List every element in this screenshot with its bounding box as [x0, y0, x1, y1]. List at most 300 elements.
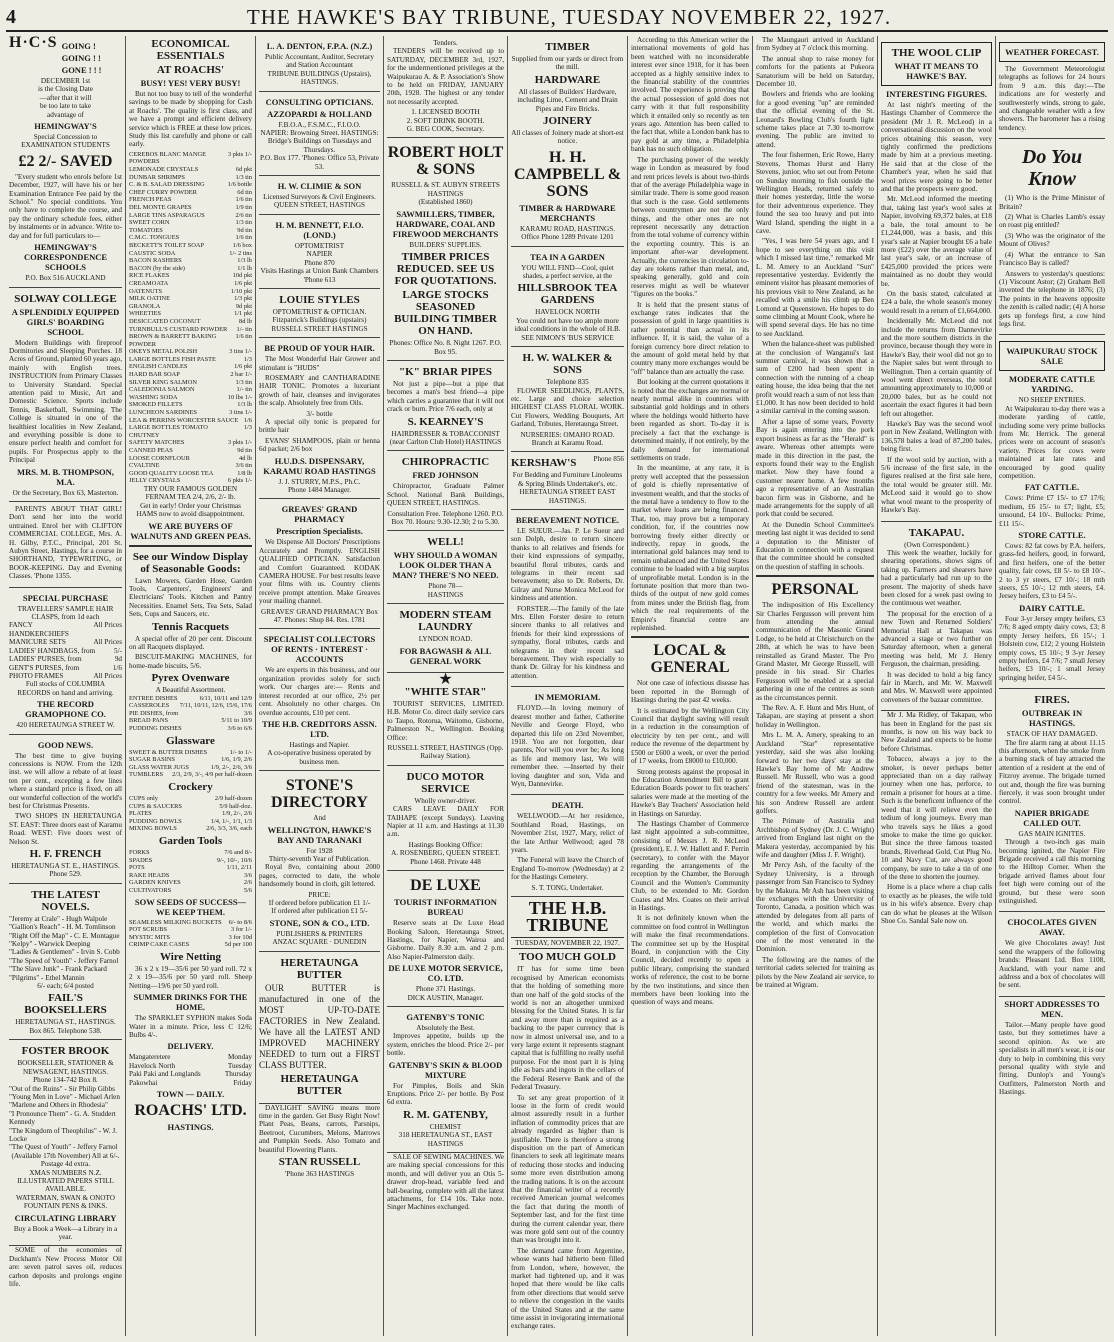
laundry-ad	[387, 604, 504, 672]
crockery-item-value: 5/9 half-doz.	[219, 802, 252, 810]
tea-sub: HAVELOCK NORTH	[535, 308, 600, 317]
takapau-sub: (Own Correspondent.)	[904, 540, 969, 549]
louie-ad	[259, 289, 380, 338]
crockery-item-value: 2/9 half-dozen	[214, 795, 252, 802]
greaves-sub: Prescription Specialists.	[276, 526, 363, 537]
novel-item: "The Speed of Youth" - Jeffery Farnol	[9, 956, 119, 965]
briar-name: S. KEARNEY'S	[407, 415, 484, 428]
takapau-title: TAKAPAU.	[908, 526, 965, 539]
grocery-item	[129, 326, 252, 334]
joinery-title: JOINERY	[542, 115, 593, 128]
parents-ad	[9, 502, 122, 588]
bennett-visits: Visits Hastings at Union Bank Chambers 'Phone 613	[260, 267, 379, 284]
bucket-item	[129, 934, 252, 942]
glass-item-label: TUMBLERS	[129, 771, 164, 779]
tenders-body: TENDERS will be received up to SATURDAY, DECEMBER 3rd, 1927, for the undermentioned privileges at the Waipukurau A. & P. Association's Show to be held on FRIDAY, JANUARY 20th, 1928. The highest or any tender not necessarily accepted.	[387, 47, 504, 106]
delivery-item-value: Monday	[228, 1053, 252, 1062]
grocery-item	[129, 272, 252, 280]
editorial-paragraph: The demand came from Argentine, whose wants had hitherto been filled from London, where, however, the market had tightened up, and it was hoped that there would be like calls from other directions that would serve to relieve the congestion in the vaults of the United States and at the same time assist in invigorating international exchange rates.	[511, 1246, 624, 1331]
jones-body	[881, 711, 992, 925]
gn-body: The best time to give buying concessions is NOW. From the 12th inst. we will allow a rebate of at least ten per cent., excepting a few lines where a standard price is fixed, on all our wonderful collection of the world's best for Christmas Presents.	[9, 751, 122, 810]
kershaw-ad	[511, 452, 624, 510]
fb-book-item: "Marlene and Others in Rhodesia"	[9, 1101, 108, 1110]
deluxe-name: DE LUXE MOTOR SERVICE, CO. LTD.	[388, 963, 503, 984]
roachs-wire-body: 36 x 2 x 19—35/6 per 50 yard roll. 72 x 2 x 19—35/6 per 50 yard roll. Sheep Netting—19/6 per 50 yard roll.	[129, 964, 252, 990]
grocery-item	[129, 174, 252, 182]
pyrex-item-label: CASSEROLES	[129, 702, 170, 710]
glass-item-value: 1/9, 2/-, 2/6, 3/6	[210, 763, 252, 771]
jones-paragraph: Mr J. Ma Ridley, of Takapau, who has been in England for the past six months, is now on his way back to New Zealand and expects to be home before Christmas.	[881, 711, 992, 753]
campbell-sub: TIMBER & HARDWARE MERCHANTS	[519, 202, 616, 223]
short-body: Tailor.—Many people have good taste, but they sometimes have a second opinion. As we are specialists in all men's wear, it is our duty to help in combining this very personal quality with style and fitting. Dunlop's and Young's Outfitters, Palmerston North and Hastings.	[999, 1020, 1105, 1097]
walker-nurs: NURSERIES: OMAHO ROAD. Branch at Karamu Road.	[520, 430, 615, 447]
sp-item	[9, 664, 122, 672]
grocery-item-value: 1/9 tin	[235, 204, 252, 211]
louie-name: LOUIE STYLES	[279, 293, 360, 306]
roachs-town: HASTINGS.	[167, 1121, 214, 1132]
grocery-item	[129, 363, 252, 371]
editorial-paragraph: To set any great proportion of it loose in the form of credit would almost assuredly result in a further inflation of commodity prices that are already regarded as higher than is justifiable. There is therefore a strong disposition on the part of American financiers to seek all legitimate means of reducing those stocks and inducing some more even distribution among the trading nations. It is on the account that the financial writer of a recently received American journal welcomes the fact that during the month of September last, and for the first time during the current calendar year, there was more gold sent out of the country than was brought into it.	[511, 1093, 624, 1245]
garden-item-label: SPADES	[129, 856, 153, 864]
good-news-ad	[9, 735, 122, 884]
fb-book-item: "The Quest of Youth" - Jeffery Farnol	[9, 1143, 118, 1152]
bucket-item-label: SEAMLESS MILKING BUCKETS	[129, 918, 222, 926]
wai-stock-section	[999, 335, 1105, 689]
climie-name: H. W. CLIMIE & SON	[277, 181, 362, 192]
dyk-question: (1) Who is the Prime Minister of Britain?	[999, 194, 1105, 211]
grocery-item-value: 1/3 pkt	[234, 295, 252, 303]
grocery-item-value: 1/- tin	[236, 386, 252, 394]
grocery-item-label: BECKETT'S TOILET SOAP	[129, 241, 205, 249]
deluxe-ad	[387, 871, 504, 1007]
takapau-paragraph: It was decided to hold a big fancy fair in March, and Mr. W. Maxwell and Mrs. W. Maxwell were appointed conveners of the bazaar committee.	[881, 670, 992, 704]
coll-foot: A co-operative business operated by business men.	[267, 749, 372, 766]
timber-title: TIMBER	[545, 41, 590, 53]
hem-line: advantage of	[47, 110, 84, 119]
death-funeral: The Funeral will leave the Church of England To-morrow (Wednesday) at 2 for the Hastings Cemetery.	[511, 856, 624, 882]
takapau-paragraph: This week the weather, luckily for shearing operations, shows signs of taking up. Farmers and shearers have had a particularly bad run up to the present. The majority of sheds have been closed for a week past owing to the continuous wet weather.	[881, 548, 992, 608]
sp-item	[9, 647, 122, 655]
novel-item: "Right Off the Map" - C. E. Montague	[9, 931, 120, 940]
grocery-item	[129, 280, 252, 288]
death-notice	[511, 795, 624, 897]
grocery-item-label: DEL MONTE GRAPES	[129, 204, 192, 211]
grocery-item-label: LARGE BOTTLES FISH PASTE	[129, 355, 216, 363]
grocery-item	[129, 447, 252, 455]
coll-addr: Hastings and Napier.	[289, 740, 350, 749]
well-phone: Phone 78—	[428, 582, 463, 591]
editorial-title: TOO MUCH GOLD	[519, 951, 616, 964]
gatenby-ad	[387, 1007, 504, 1153]
garden-item-label: POTS	[129, 864, 145, 872]
grocery-item	[129, 265, 252, 273]
pyrex-item	[129, 717, 252, 725]
huds-shampoo: EVANS' SHAMPOOS, plain or henna 6d packet; 2/6 box	[259, 436, 380, 454]
grocery-item-value: 1/3	[243, 355, 252, 363]
tenders-name: G. BEG COOK, Secretary.	[406, 125, 485, 134]
huds-phone: Phone 1484 Manager.	[288, 486, 351, 494]
briar-title: "K" BRIAR PIPES	[399, 365, 492, 378]
stones-ad	[259, 771, 380, 951]
grocery-item-value: 1/6 bottle	[227, 181, 252, 189]
wool-paragraph: If the wool sold by auction, with a 5/6 increase of the first sale, in the figures realised at the first sale here, the total would be greater still. Mr. McLeod said it would go to show what wool meant to the prosperity of Hawke's Bay.	[881, 455, 992, 515]
sp-item	[9, 638, 122, 646]
duco-ad	[387, 766, 504, 871]
bucket-item	[129, 941, 252, 949]
delivery-item-label: Mangateretere	[129, 1053, 171, 1062]
garden-item	[129, 857, 252, 865]
local-paragraph: When the balance-sheet was published at the conclusion of Wanganui's last summer carnival, it was shown that a sum of £200 had been spent in connection with the running of a cheap eating house, the idea being that the net profit would reach a sum of not less than £1,000. It has now been decided to hold a similar carnival in the coming season.	[756, 340, 874, 416]
garden-item-value: 1/11, 2/11	[226, 864, 252, 872]
stones-price2: If ordered after publication £1 5/-	[271, 907, 368, 916]
grocery-item	[129, 470, 252, 478]
personal-paragraph: Mrs L. M. A. Amery, speaking to an Auckland "Star" representative yesterday, said she was also looking forward to her two days' stay at the Hawke's Bay home of Mr Andrew Russell. Mr Russell, who was a good friend of the statesman, was in the country for a few weeks. Mr Amery and his son Andrew Russell are ardent golfers.	[756, 731, 874, 815]
greaves-body: We Dispense All Doctors' Prescriptions Accurately and Promptly. ENGLISH QUALIFIED OPTICIAN. Satisfaction and Comfort Guaranteed. KODAK CAMERA HOUSE. For best results leave your films with us. Country clients receive prompt attention. Make Greaves your mailing channel.	[259, 538, 380, 606]
roachs-agents: WE ARE BUYERS OF WALNUTS AND GREEN PEAS.	[130, 520, 251, 541]
grocery-item	[129, 234, 252, 242]
sp-item-label: FANCY HANDKERCHIEFS	[9, 621, 69, 638]
gn-shops: TWO SHOPS IN HERETAUNGA ST. EAST: Three doors east of Karamu Road. WEST: Five doors west of Nelson St.	[9, 812, 122, 846]
grocery-item	[129, 288, 252, 296]
hem-address: P.O. Box 516 AUCKLAND	[25, 274, 106, 283]
bucket-item-value: 3 for 10d	[228, 933, 252, 941]
timber-body: Supplied from our yards or direct from the mill.	[511, 55, 624, 72]
holt-est: (Established 1860)	[418, 198, 473, 207]
going-2: GOING ! !	[61, 53, 101, 63]
briar-body: Not just a pipe—but a pipe that becomes a man's best friend—a pipe which carries a guarantee that it will not crack or burn. Price 7/6 each, only at	[387, 379, 504, 414]
garden-item-value: 3/6	[243, 871, 252, 879]
hem-heading: HEMINGWAY'S	[34, 121, 97, 132]
fb-phone: Phone 134-742 Box 8.	[33, 1076, 98, 1085]
deluxe-phone: Phone 371 Hastings.	[415, 985, 476, 994]
grocery-item-label: BACON RASHERS	[129, 257, 182, 265]
gn-address: HERETAUNGA ST. E., HASTINGS. Phone 529.	[11, 862, 120, 879]
personal-paragraph: The Primate of Australia and Archbishop of Sydney (Dr. J. C. Wright) arrived from England last night on the Makura yesterday, accompanied by his wife and daughter (Miss J. F. Wright).	[756, 817, 874, 859]
glass-item-value: 2/3, 2/9, 3/-, 4/9 per half-dozen	[172, 771, 252, 779]
daylight-body: DAYLIGHT SAVING means more time in the garden. Get Busy Right Now! Plant Peas, Beans, carrots, Parsnips, Beetroot, Cucumbers, Melons, Marrows and Pumpkin Seeds. Also Tomato and beautiful Flowering Plants.	[259, 1103, 380, 1154]
death-body: WELLWOOD.—At her residence, Southland Road, Hastings, on November 21st, 1927, Mary, relict of the late Arthur Wellwood; aged 78 years.	[511, 812, 624, 854]
crockery-item	[129, 818, 252, 826]
crockery-item-label: MIXING BOWLS	[129, 825, 177, 833]
campbell-name: H. H. CAMPBELL & SONS	[513, 148, 622, 200]
grocery-item-label: WHEETIES	[129, 310, 161, 318]
ln-price: 6/- each; 6/4 posted	[37, 982, 94, 991]
opt-names: AZZOPARDI & HOLLAND	[267, 108, 372, 119]
garden-item-value: 7/6 and 8/-	[224, 848, 252, 856]
crockery-item	[129, 795, 252, 803]
local-paragraph: It is estimated by the Wellington City Council that daylight saving will result in a reduction in the consumption of electricity by ten per cent., and will reduce the revenue of the department by £500 or £600 a week, or over the period of 17 weeks, from £8000 to £10,000.	[631, 706, 749, 766]
grocery-item-value: 1/3 tin	[235, 219, 252, 227]
denton-name: L. A. DENTON, F.P.A. (N.Z.)	[266, 41, 373, 51]
grocery-item-label: SWEET CORN	[129, 219, 170, 227]
fb-book-item: "The Kingdom of Theophilus" - W. J. Locke	[9, 1126, 117, 1143]
roachs-biscuit: BISCUIT-MAKING MACHINES, for home-made biscuits, 5/6.	[129, 653, 252, 670]
grocery-item-label: TURNBULL'S CUSTARD POWDER	[129, 325, 228, 333]
sp-item-label: GENT'S PURSES, from	[9, 663, 80, 672]
delivery-item-label: Pakowhai	[129, 1078, 158, 1087]
column-5	[508, 36, 628, 1336]
fb-library: CIRCULATING LIBRARY	[14, 1212, 117, 1223]
hem-line: —after that it will	[39, 93, 92, 102]
glass-items	[129, 749, 252, 779]
glass-item	[129, 749, 252, 757]
sp-item-value: 5/-	[114, 646, 122, 655]
tribune-date: TUESDAY, NOVEMBER 22, 1927.	[511, 937, 624, 949]
roachs-town-daily: TOWN — DAILY.	[156, 1088, 225, 1099]
stan-russell-ad	[259, 1104, 380, 1179]
holt-large: LARGE STOCKS SEASONED BUILDING TIMBER ON HAND.	[394, 289, 497, 338]
hcs-logo-icon: H·C·S	[9, 36, 58, 51]
greaves-ad	[259, 499, 380, 629]
briar-addr: (near Carlton Club Hotel) HASTINGS	[389, 437, 502, 446]
short-title: SHORT ADDRESSES TO MEN.	[1004, 998, 1100, 1019]
holt-sub: BUILDERS' SUPPLIES.	[409, 240, 482, 249]
sp-sub: TRAVELLERS' SAMPLE HAIR CLASPS, from 1d each	[17, 604, 114, 622]
stones-price1: If ordered before publication £1 1/-	[268, 898, 371, 907]
walker-phone: Telephone 835	[546, 378, 589, 387]
wool-sub: WHAT IT MEANS TO HAWKE'S BAY.	[894, 61, 979, 81]
holt-phone: Phones: Office No. 8. Night 1267. P.O. Box 95.	[389, 339, 502, 356]
pyrex-item-value: 5/11 to 10/9	[221, 717, 252, 725]
grocery-item-value: 10 lbs 1/-	[227, 393, 252, 401]
grocery-item	[129, 401, 252, 409]
duckham-notice	[9, 1246, 122, 1288]
roachs-sub: AT ROACHS'	[156, 64, 225, 76]
tea-stop: SEE NIMON'S 'BUS SERVICE	[521, 333, 614, 342]
tea-garden-ad	[511, 247, 624, 347]
wool-body	[881, 101, 992, 515]
hw-title: HARDWARE	[534, 73, 601, 86]
roachs-summer: SUMMER DRINKS FOR THE HOME.	[133, 992, 248, 1013]
coll-body: We are experts in this business, and our organization provides solely for such work. Our charges are:— Rents and interest recorded at our office, 2½ per cent. Absolutely no other charges. On overdue accounts, £10 per cent.	[259, 666, 380, 717]
delivery-item-label: Havelock North	[129, 1061, 176, 1070]
stock-body: At Waipukurau to-day there was a moderate yarding of cattle, including some very prime bullocks from Mr. Herrick. The general prices were on account of season's variety. Prices for cows were maintained at late rates and encouraged by good quality competition.	[999, 404, 1105, 480]
bennett-phone: Phone 870	[304, 258, 335, 267]
garden-item-label: RAKE HEADS	[129, 871, 170, 879]
solway-title: SOLWAY COLLEGE	[14, 292, 117, 305]
takapau-section	[881, 522, 992, 712]
garden-item-value: 9/-, 10/-, 10/6	[216, 856, 252, 864]
crockery-item-value: 1/4, 1/-, 1/1, 1/3	[210, 817, 252, 825]
takapau-paragraph: The proposal for the erection of a new Town and Returned Soldiers' Memorial Hall at Takapau was advanced a stage or two further on Saturday afternoon, when a general meeting was held, Mr J. Henry Ferguson, the chairman, presiding.	[881, 609, 992, 669]
personal-paragraph: The following are the names of the territorial cadets selected for training as pilots by the New Zealand air service, to be trained at Wigram.	[756, 955, 874, 990]
grocery-item-label: MILK OATINE	[129, 295, 170, 303]
ws-addr: RUSSELL STREET, HASTINGS (Opp. Railway Station).	[387, 744, 504, 761]
sp-item-label: LADIES' HANDBAGS, from	[9, 646, 96, 655]
novel-item: "Jeremy at Crale" - Hugh Walpole	[9, 914, 108, 923]
local-paragraph: The four fishermen, Eric Rowe, Harry Stevens, Thomas Hurst and Harry Stevens, junior, who set out from Petone on Sunday morning to fish outside the Wellington Heads, returned safely to their homes yesterday, little the worse for their adventurous experience. They found the sea too heavy and put into Ward Island, spending the night in a cave.	[756, 151, 874, 235]
columns	[6, 36, 1108, 1336]
grocery-item-value: 9d tin	[237, 447, 252, 454]
glass-item	[129, 771, 252, 779]
gat-lung-body: For Pimples, Boils and Skin Eruptions. Price 2/- per bottle. By Post 6d extra.	[387, 1081, 504, 1107]
fb-buy: Buy a Book a Week—a Library in a year.	[13, 1224, 118, 1241]
huds-body: The Most Wonderful Hair Grower and stimulant is "HUDS"	[259, 355, 380, 372]
grocery-item-value: 1/6 box	[232, 241, 252, 249]
grocery-item-label: LARGE TINS ASPARAGUS	[129, 211, 205, 219]
grocery-item-value: 1/8 lb	[237, 469, 252, 477]
grocery-item	[129, 204, 252, 212]
butter-title-2: HERETAUNGA BUTTER	[280, 1072, 359, 1097]
grocery-item-label: CANNED PEAS	[129, 447, 173, 454]
walker-name: H. W. WALKER & SONS	[522, 352, 613, 377]
wool-paragraph: At last night's meeting of the Hastings Chamber of Commerce the president (Mr J. R. McLeod) in a conversational discussion on the wool prices obtaining this season, very tightly confirmed the predictions made by him at a previous meeting. He said that at the close of the Chamber's year, when he said that wool prices were going to be better and that the prospects were good.	[881, 101, 992, 194]
duco-title: DUCO MOTOR SERVICE	[406, 770, 485, 795]
wool-section	[881, 36, 992, 522]
grocery-item-label: SAFETY MATCHES	[129, 439, 185, 447]
editorial-body-2	[631, 36, 749, 632]
wool-paragraph: On the basis stated, calculated at £24 a bale, the whole season's money would result in a return of £1,664,000.	[881, 289, 992, 315]
grocery-item-value: 1/6	[243, 416, 252, 424]
grocery-item-label: CVALTINE	[129, 462, 160, 470]
delivery-item-label: Paki Paki and Longlands	[129, 1070, 201, 1079]
masthead	[6, 4, 1108, 32]
huds-ad	[259, 338, 380, 499]
pyrex-item-value: 3/6	[243, 709, 252, 717]
grocery-item-value: 1/1 pkt	[234, 310, 252, 318]
garden-item	[129, 887, 252, 895]
editorial-paragraph: But looking at the current quotations it is noted that the exchanges are normal or nearly normal alike in countries with substantial gold holdings and in others where the holdings would hitherto have been regarded as short. To-day it is precisely a fact that the exchange is determined mainly, if not entirely, by the daily demand for international settlements on trade.	[631, 378, 749, 462]
grocery-item-value: 10d pkt	[232, 272, 252, 280]
roachs-famous: TRY OUR FAMOUS GOLDEN FERNAM TEA 2/4, 2/6, 2/- lb.	[143, 484, 238, 502]
huds-name: J. J. STURRY, M.P.S., Ph.C.	[278, 477, 361, 486]
hem-price: £2 2/- SAVED	[18, 152, 113, 170]
grocery-item	[129, 439, 252, 447]
fires-sub4: GAS MAIN IGNITES.	[1018, 829, 1086, 838]
duco-body: CARS LEAVE DAILY FOR TAIHAPE (except Sundays). Leaving Napier at 11 a.m. and Hastings at 11.30 a.m.	[387, 805, 504, 839]
bereavement-title: BEREAVEMENT NOTICE.	[515, 514, 620, 525]
editorial-paragraph: In the meantime, at any rate, it is pretty well accepted that the possession of gold is chiefly representative of investment wealth, and that the stocks of the metal have a tendency to flow to the market where loans are being financed. That, too, may prove but a temporary condition, for, if the countries now borrowing freely either directly or indirectly, repay in goods, the international gold balances may tend to remain unbalanced and the United States continue to be loaded with a big surplus of unprofitable metal. London is in the fortunate position that more than two-thirds of the output of new gold comes from mines under the British flag, from which the real requirements of the Empire's financial centre are replenished.	[631, 464, 749, 633]
garden-item-value: 2/6	[243, 879, 252, 887]
fb-sub: BOOKSELLER, STATIONER & NEWSAGENT, HASTINGS.	[17, 1059, 114, 1076]
parents-body: PARENTS ABOUT THAT GIRL! Don't send her into the world untrained. Enrol her with CLIFTON COMMERCIAL COLLEGE, Mrs. A. H. Gilby, P.T.C., Principal, 201 St. Aubyn Street, Hastings, for a course in SHORTHAND, TYPEWRITING, or BOOK-KEEPING. Day and Evening Classes. 'Phone 1355.	[9, 505, 122, 581]
roachs-ad	[129, 38, 252, 1132]
dyk-answers: Answers to yesterday's questions: (1) Viscount Astor; (2) Graham Bell invented the telephone in 1876; (3) The points in the heavens opposite the zenith is called nadir; (4) A horse gets up forelegs first, a cow hind legs first.	[999, 269, 1105, 328]
ln-shop: FAIL'S BOOKSELLERS	[24, 992, 107, 1017]
timber-ad	[511, 36, 624, 247]
garden-item	[129, 849, 252, 857]
holt-name: ROBERT HOLT & SONS	[387, 144, 504, 179]
local-paragraph: It is not definitely known when the committee on food control in Wellington will make the final recommendations. The committee set up by the Hospital Board, in conjunction with the City Council, decided recently to open a public library, comprising the standard works of reference, the cost to be borne by the two institutions, and since then members have been looking into the question of ways and means.	[631, 914, 749, 1007]
gat-body: Improves appetite, builds up the system, enriches the blood. Price 2/- per bottle.	[387, 1032, 504, 1058]
local-general	[631, 642, 749, 1006]
denton-body: Public Accountant, Auditor, Secretary and Station Accountant	[265, 53, 374, 70]
bennett-ad	[259, 215, 380, 289]
glass-item	[129, 756, 252, 764]
going-3: GONE ! ! !	[61, 65, 102, 75]
deluxe-body: Reserve seats at De Luxe Head Booking Saloon, Heretaunga Street, Hastings, for Napier, Wairoa and Gisborne. Daily 8.30 a.m. and 2 p.m. Also Napier-Palmerston daily.	[387, 919, 504, 961]
fires-sub: OUTBREAK IN HASTINGS.	[1021, 708, 1083, 729]
column-8	[878, 36, 996, 1336]
garden-items	[129, 849, 252, 895]
fires-body: The fire alarm rang at about 11.15 this afternoon, when the smoke from a burning stack of hay attracted the attention of a resident at the end of Fitzroy avenue. The brigade turned out and, though the fire was burning fiercely, it was soon brought under control.	[999, 738, 1105, 806]
fb-book-item: "Out of the Ruins" - Sir Philip Gibbs	[9, 1084, 115, 1093]
grocery-item	[129, 166, 252, 174]
personal-paragraph: Mr Percy Ash, of the faculty of the Sydney University, is a through passenger from San Francisco to Sydney by the Makura. Mr Ash has been visiting the exchanges with the University of Toronto, Canada, a position which was attended by delegates from all parts of the world, and which marks the completion of the first of Convocation one of the most venerated in the Dominion.	[756, 861, 874, 954]
white-star-ad	[387, 670, 504, 766]
foster-brook-ad	[9, 1040, 122, 1246]
grocery-item-value: 9d pkt	[235, 302, 252, 310]
hem-body: "Every student who enrols before 1st December, 1927, will have his or her Examination Entrance Fee paid by the School." No special conditions. You only have to complete the course, and pay the ordinary schedule fees, either by instalments or in advance. Write to-day and for full particulars to—	[9, 172, 122, 240]
opt-addr: NAPIER: Browning Street. HASTINGS: Bridge's Buildings on Tuesdays and Thursdays.	[260, 129, 379, 154]
grocery-item-value: 8d lb	[239, 317, 252, 325]
grocery-item	[129, 310, 252, 318]
grocery-item-value: 1/6 pkt	[234, 279, 252, 287]
grocery-item-label: BACON (by the side)	[129, 264, 185, 272]
jones-section	[881, 711, 992, 925]
bennett-body: OPTOMETRIST	[294, 241, 345, 250]
crockery-item-label: PUDDING BOWLS	[129, 817, 182, 825]
grocery-item-value: 3 pkts 1/-	[227, 150, 252, 158]
roachs-body: But not too busy to tell of the wonderful savings to be made by shopping for Cash at Roachs'. The quality is first class, and we have a prompt and efficient delivery service which is FREE at these low prices. Study this list carefully and phone or call early.	[129, 90, 252, 149]
stock-sub: MODERATE CATTLE YARDING.	[1009, 374, 1095, 395]
grocery-item	[129, 295, 252, 303]
jones-paragraph: Home is a place where a chap calls to exactly as he pleases, the wife told us in his wife's absence. Every chap can do what he pleases at the Wilson Shoe Co. Sandal Sale now on.	[881, 883, 992, 925]
chiro-name: FRED JOHNSON	[412, 470, 479, 481]
stock-dairy: DAIRY CATTLE.	[1019, 602, 1085, 613]
stones-year: For 1928	[306, 846, 333, 855]
greaves-title: GREAVES' GRAND PHARMACY	[281, 504, 358, 525]
grocery-item-value: 1/6 tin	[235, 234, 252, 242]
bucket-item	[129, 919, 252, 927]
sp-shop: THE RECORD GRAMOPHONE CO.	[25, 699, 106, 720]
grocery-item-label: OATENUTS	[129, 287, 163, 295]
hem-offer: Special Concession to EXAMINATION STUDENTS	[21, 133, 110, 150]
kershaw-phone: Phone 856	[593, 455, 624, 464]
local-paragraph: At the Dunedin School Committee's meeting last night it was decided to send a deputation to the Minister of Education in connection with a request that the committee should be consulted on the question of staffing in schools.	[756, 520, 874, 571]
bereavement-body: LE SUEUR.—Jas. P. Le Sueur and son Dolph, desire to return sincere thanks to all relatives and friends for their kind expressions of sympathy, beautiful floral tributes, cards and telegrams in their recent sad bereavement; also to Dr. Roberts, Dr. Gilray and Nurse Monica McLeod for kindness and attention.	[511, 526, 624, 603]
grocery-item	[129, 250, 252, 258]
greaves-addr: GREAVES' GRAND PHARMACY Box 47. Phones: Shop 84. Res. 1781	[261, 607, 378, 625]
grocery-item-value: 1/10 pkt	[230, 287, 252, 295]
grocery-item-label: SILVER KING SALMON	[129, 378, 197, 386]
grocery-item-label: CEREBOS BLANC MANGE POWDERS	[129, 150, 207, 166]
solway-secretary: Or the Secretary, Box 63, Masterton.	[12, 488, 119, 497]
chocs-body: We give Chocolates away! Just send the wrappers of the following brands: Pleasant Ltd. Box 1108, Auckland, with your name and address and a box of chocolates will be sent.	[999, 939, 1105, 990]
roachs-window: See our Window Display of Seasonable Goods:	[132, 550, 249, 575]
dyk-question: (2) What is Charles Lamb's essay on roast pig entitled?	[999, 213, 1105, 230]
pyrex-items	[129, 695, 252, 733]
well-addr: HASTINGS	[427, 590, 464, 599]
sp-item	[9, 655, 122, 663]
personal-paragraph: The indisposition of His Excellency Sir Charles Fergusson will prevent him from attending the annual communication of the Masonic Grand Lodge, to be held at Christchurch on the 28th, at which he was to have been reinstalled as Grand Master. The Pro Grand Master, Mr George Russell, will preside in his stead. Sir Charles Fergusson will be enabled at a special gathering in one of the centres as soon as the circumstances permit.	[756, 601, 874, 702]
roachs-glass: Glassware	[166, 734, 215, 747]
death-title: DEATH.	[551, 800, 584, 811]
laundry-sub: LYNDON ROAD.	[418, 635, 473, 644]
deluxe-title: DE LUXE	[410, 877, 481, 895]
kershaw-addr: HERETAUNGA STREET EAST HASTINGS.	[519, 488, 616, 505]
tea-title: TEA IN A GARDEN	[530, 251, 605, 262]
sp-title: SPECIAL PURCHASE	[22, 592, 109, 603]
pyrex-item-value: 7/11, 10/11, 12/6, 15/6, 17/6	[179, 702, 252, 710]
grocery-item-value: 1/3 lb	[237, 257, 252, 265]
dyk-question: (4) What the entrance to San Francisco Bay is called?	[999, 250, 1105, 268]
local-title: LOCAL & GENERAL	[650, 642, 730, 677]
garden-item	[129, 872, 252, 880]
glass-item-label: SWEET & BUTTER DISHES	[129, 748, 208, 756]
glass-item-value: 1/6, 1/9, 2/6	[221, 756, 252, 764]
stock-store: STORE CATTLE.	[1018, 530, 1086, 541]
grocery-item	[129, 348, 252, 356]
huds-shop: H.U.D.S. DISPENSARY, KARAMU ROAD HASTINGS	[263, 455, 376, 476]
garden-item-label: FORKS	[129, 848, 150, 856]
pyrex-item	[129, 725, 252, 733]
grocery-item-label: LARGE BOTTLES TOMATO CHUTNEY	[129, 424, 208, 439]
grocery-item-label: TOMATOES	[129, 226, 163, 234]
fb-xmas: XMAS NUMBERS N.Z. ILLUSTRATED PAPERS STILL AVAILABLE.	[17, 1168, 114, 1194]
sp-item	[9, 621, 122, 638]
wool-paragraph: Incidentally Mr. McLeod did not include the returns from Dannevirke and the more southern districts in the province, because though they were in Hawke's Bay, their wool did not go to the Napier sales but went through to Wellington. Then a certain quantity of wool went direct overseas, the total amounting approximately to 10,000 or 20,000 bales, but as he could not ascertain the exact figures it had been left out altogether.	[881, 317, 992, 418]
